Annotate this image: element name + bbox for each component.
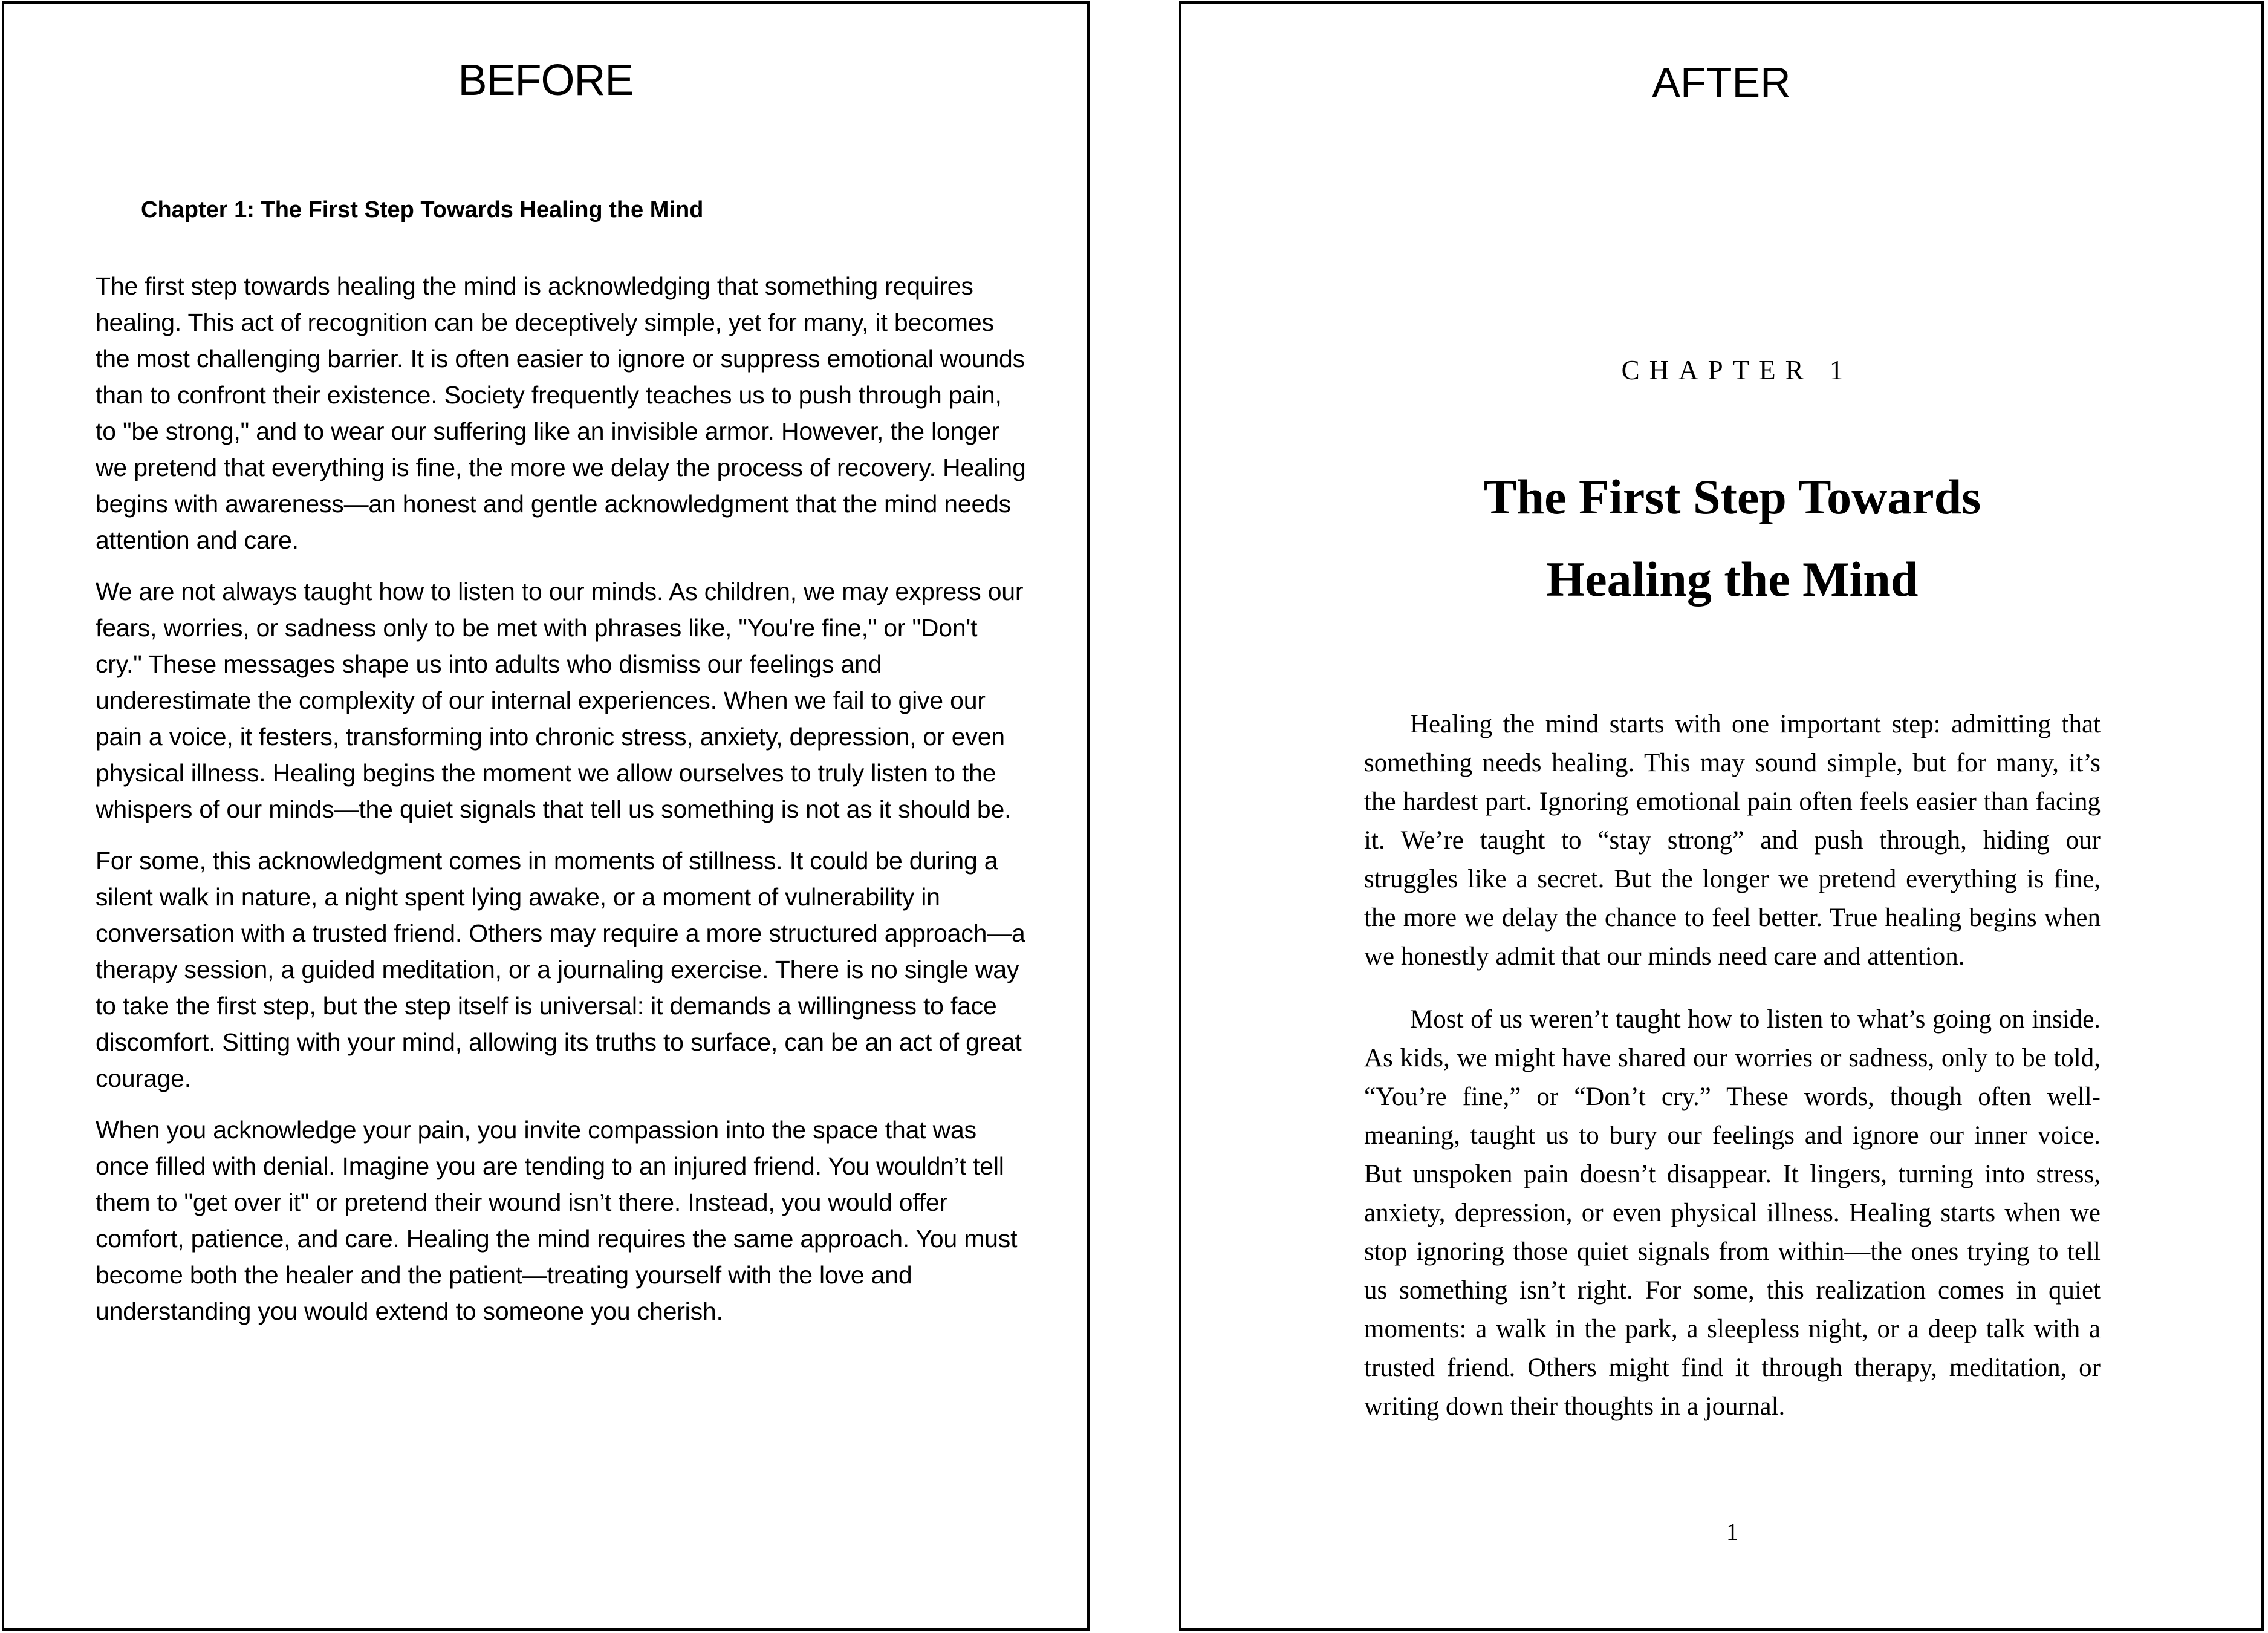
book-paragraph: Most of us weren’t taught how to listen to what’s going on inside. As kids, we might have shared our worries or sadness, only to be told, “You’re fine,” or “Don’t cry.” These words, though often well-meaning, taught us to bury our feelings and ignore our inner voice. But unspoken pain doesn’t disappear. It lingers, turning into stress, anxiety, depression, or even physical illness. Healing starts when we stop ignoring those quiet signals from within—the ones trying to tell us something isn’t right. For some, this realization comes in quiet moments: a walk in the park, a sleepless night, or a deep talk with a trusted friend. Others might find it through therapy, meditation, or writing down their thoughts in a journal. [1364, 1005, 2101, 1421]
book-body-text [1364, 705, 2101, 1450]
book-chapter-title-line2: Healing the Mind [1546, 552, 1919, 607]
manuscript-chapter-heading: Chapter 1: The First Step Towards Healing the Mind [141, 197, 704, 223]
manuscript-body-text [96, 268, 1027, 1345]
page-number: 1 [1726, 1518, 1738, 1545]
before-page [2, 1, 1090, 1631]
manuscript-paragraph: The first step towards healing the mind is acknowledging that something requires healing. This act of recognition can be deceptively simple, yet for many, it becomes the most challenging barrier. It is often easier to ignore or suppress emotional wounds than to confront their existence. Society frequently teaches us to push through pain, to "be strong," and to wear our suffering like an invisible armor. However, the longer we pretend that everything is fine, the more we delay the process of recovery. Healing begins with awareness—an honest and gentle acknowledgment that the mind needs attention and care. [96, 272, 1026, 554]
manuscript-paragraph: We are not always taught how to listen to our minds. As children, we may express our fears, worries, or sadness only to be met with phrases like, "You're fine," or "Don't cry." These messages shape us into adults who dismiss our feelings and underestimate the complexity of our internal experiences. When we fail to give our pain a voice, it festers, transforming into chronic stress, anxiety, depression, or even physical illness. Healing begins the moment we allow ourselves to truly listen to the whispers of our minds—the quiet signals that tell us something is not as it should be. [96, 578, 1024, 823]
book-chapter-title [1364, 456, 2101, 621]
manuscript-paragraph: When you acknowledge your pain, you invite compassion into the space that was once filled with denial. Imagine you are tending to an injured friend. You wouldn’t tell them to "get over it" or pretend their wound isn’t there. Instead, you would offer comfort, patience, and care. Healing the mind requires the same approach. You must become both the healer and the patient—treating yourself with the love and understanding you would extend to someone you cherish. [96, 1116, 1018, 1325]
after-label: AFTER [1652, 59, 1791, 106]
book-paragraph: Healing the mind starts with one important step: admitting that something needs healing. This may sound simple, but for many, it’s the hardest part. Ignoring emotional pain often feels easier than facing it. We’re taught to “stay strong” and push through, hiding our struggles like a secret. But the longer we pretend everything is fine, the more we delay the chance to feel better. True healing begins when we honestly admit that our minds need care and attention. [1364, 710, 2101, 971]
book-chapter-number: CHAPTER 1 [1621, 355, 1853, 385]
after-page [1179, 1, 2264, 1631]
manuscript-paragraph: For some, this acknowledgment comes in moments of stillness. It could be during a silent walk in nature, a night spent lying awake, or a moment of vulnerability in conversation with a trusted friend. Others may require a more structured approach—a therapy session, a guided meditation, or a journaling exercise. There is no single way to take the first step, but the step itself is universal: it demands a willingness to face discomfort. Sitting with your mind, allowing its truths to surface, can be an act of great courage. [96, 847, 1025, 1092]
book-chapter-title-line1: The First Step Towards [1483, 469, 1981, 524]
before-label: BEFORE [458, 56, 634, 105]
